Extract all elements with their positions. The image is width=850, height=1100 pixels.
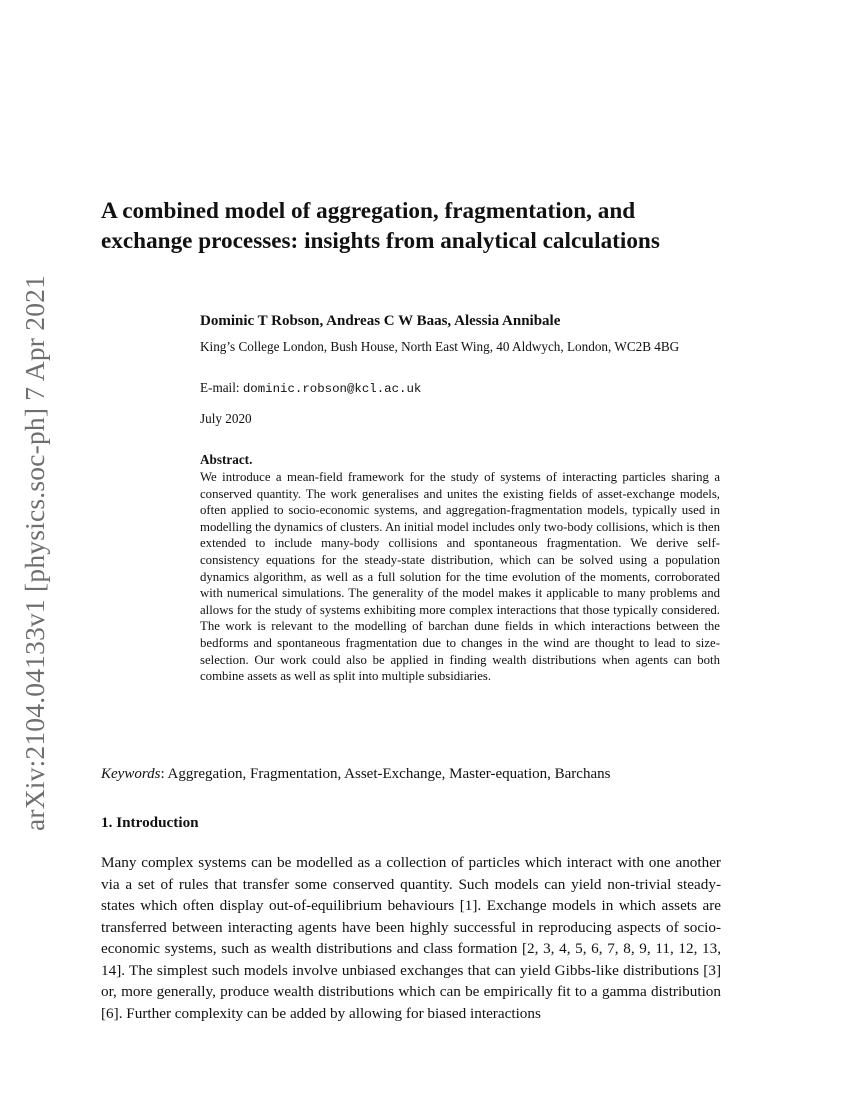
author-list: Dominic T Robson, Andreas C W Baas, Alessia Annibale — [200, 313, 561, 329]
email-label: E-mail: — [200, 380, 240, 395]
arxiv-identifier: arXiv:2104.04133v1 [physics.soc-ph] 7 Apr 2021 — [19, 274, 50, 832]
keywords-list: Aggregation, Fragmentation, Asset-Exchange, Master-equation, Barchans — [167, 766, 611, 782]
email-address: dominic.robson@kcl.ac.uk — [242, 382, 422, 396]
keywords-line: Keywords: Aggregation, Fragmentation, Asset-Exchange, Master-equation, Barchans — [101, 766, 611, 782]
introduction-body: Many complex systems can be modelled as a collection of particles which interact with one another via a set of rules that transfer some conserved quantity. Such models can yield non-trivial steady-states which often display out-of-equilibrium behaviours [1]. Exchange models in which assets are transferred between interacting agents have been highly successful in reproducing aspects of socio-economic systems, such as wealth distributions and class formation [2, 3, 4, 5, 6, 7, 8, 9, 11, 12, 13, 14]. The simplest such models involve unbiased exchanges that can yield Gibbs-like distributions [3] or, more generally, produce wealth distributions which can be empirically fit to a gamma distribution [6]. Further complexity can be added by allowing for biased interactions — [101, 854, 721, 1022]
affiliation: King’s College London, Bush House, North East Wing, 40 Aldwych, London, WC2B 4BG — [200, 339, 680, 354]
email-line — [200, 380, 421, 396]
paper-title: A combined model of aggregation, fragmentation, and exchange processes: insights from analytical calculations — [101, 198, 660, 254]
abstract-heading: Abstract. — [200, 452, 253, 467]
section-heading-introduction: 1. Introduction — [101, 814, 199, 831]
arxiv-sidebar-stamp — [12, 268, 58, 838]
abstract-body: We introduce a mean-field framework for the study of systems of interacting particles sharing a conserved quantity. The work generalises and unites the existing fields of asset-exchange models, often applied to socio-economic systems, and aggregation-fragmentation models, typically used in modelling the dynamics of clusters. An initial model includes only two-body collisions, which is then extended to include many-body collisions and spontaneous fragmentation. We derive self-consistency equations for the steady-state distribution, which can be solved using a population dynamics algorithm, as well as a full solution for the time evolution of the moments, corroborated with numerical simulations. The generality of the model makes it applicable to many problems and allows for the study of systems exhibiting more complex interactions that those typically considered. The work is relevant to the modelling of barchan dune fields in which interactions between the bedforms and spontaneous fragmentation due to changes in the wind are thought to lead to size-selection. Our work could also be applied in finding wealth distributions when agents can both combine assets as well as split into multiple subsidiaries. — [200, 470, 720, 684]
paper-date: July 2020 — [200, 411, 252, 426]
keywords-label: Keywords — [101, 766, 161, 782]
